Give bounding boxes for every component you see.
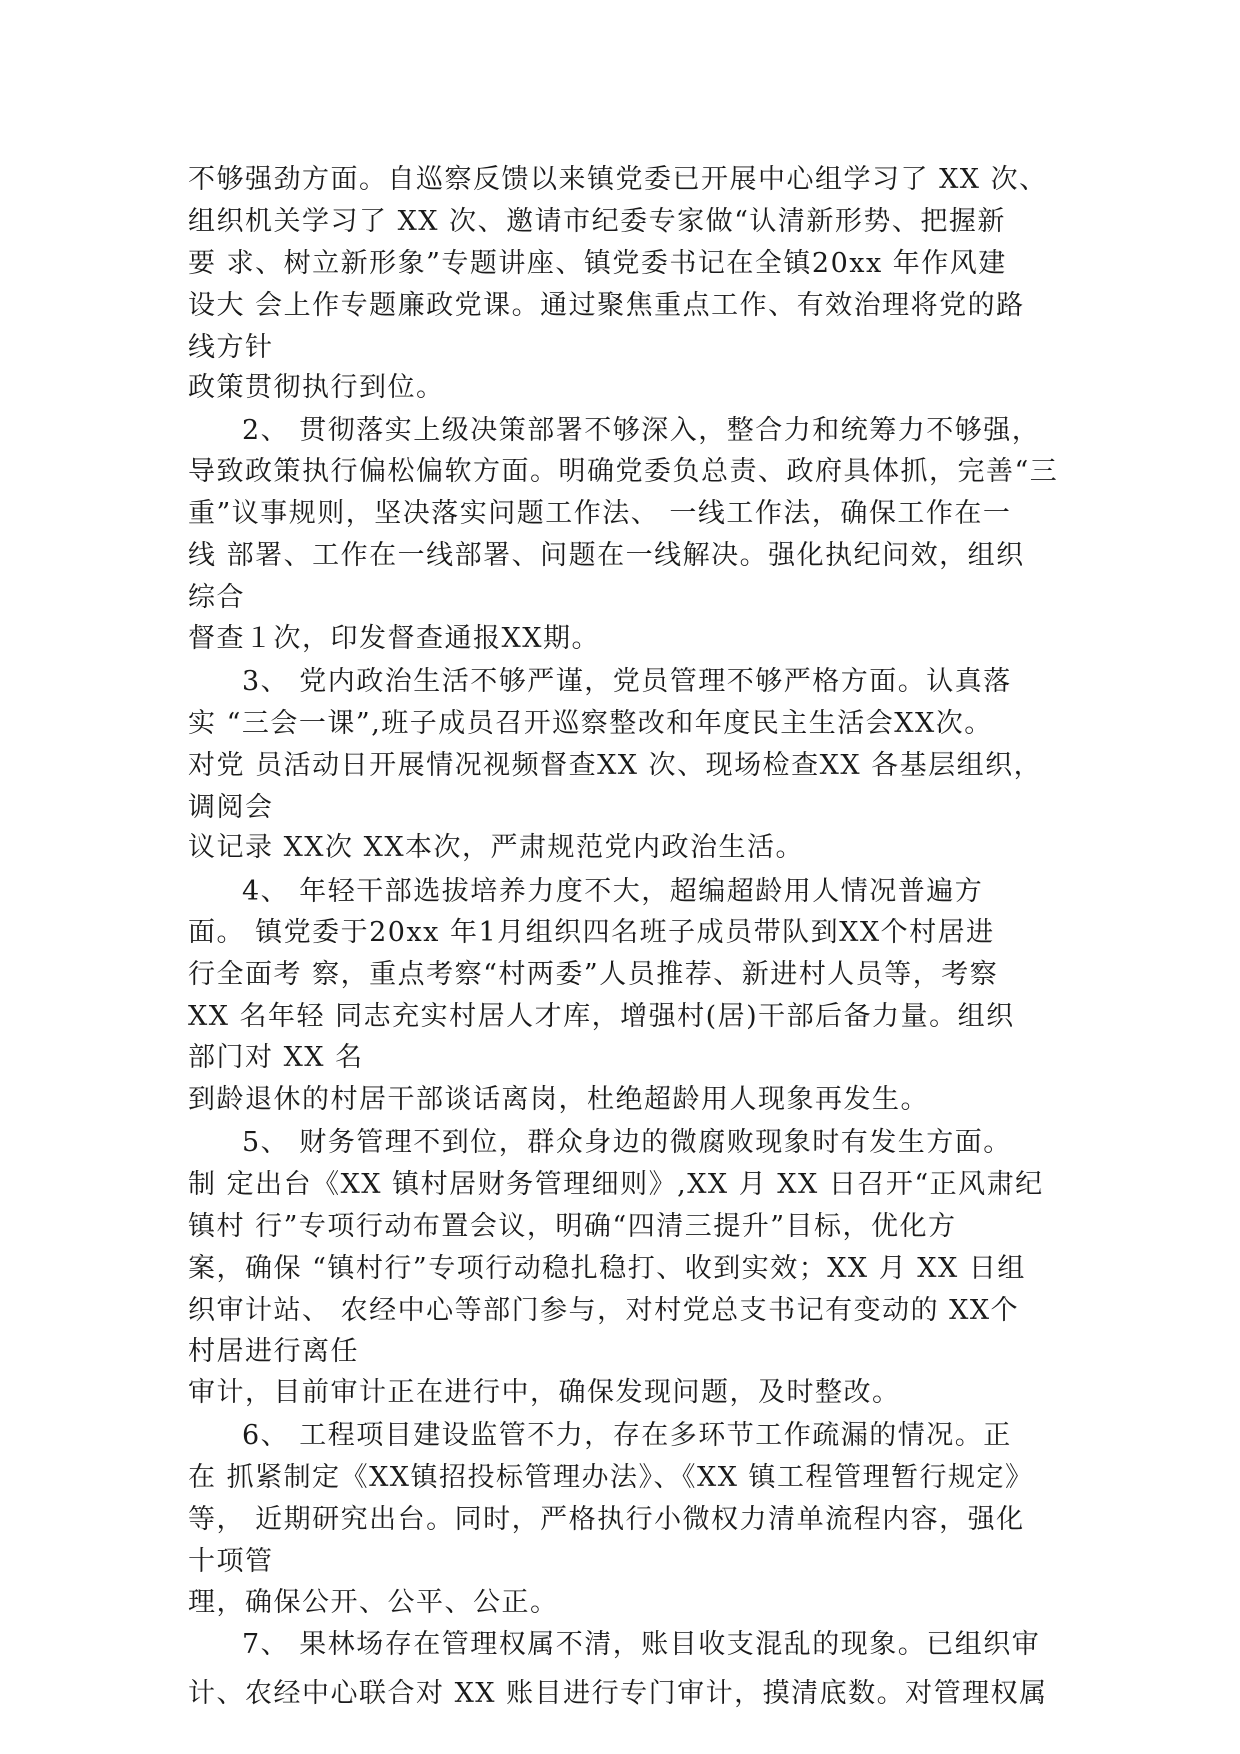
text-line: 等， 近期研究出台。同时，严格执行小微权力清单流程内容，强化 <box>188 1504 1025 1535</box>
text-line: 线方针 <box>188 332 274 363</box>
text-line: 在 抓紧制定《XX镇招投标管理办法》、《XX 镇工程管理暂行规定》 <box>188 1462 1034 1493</box>
text-line: 调阅会 <box>188 792 274 823</box>
text-line: 行全面考 察，重点考察“村两委”人员推荐、新进村人员等，考察 <box>188 959 999 990</box>
text-line: 政策贯彻执行到位。 <box>188 372 445 403</box>
paragraph-heading-5: 5、 财务管理不到位，群众身边的微腐败现象时有发生方面。 <box>242 1127 1012 1158</box>
paragraph-heading-2: 2、 贯彻落实上级决策部署不够深入，整合力和统筹力不够强， <box>242 415 1041 446</box>
text-line: 线 部署、工作在一线部署、问题在一线解决。强化执纪问效，组织 <box>188 540 1025 571</box>
text-line: 部门对 XX 名 <box>188 1042 364 1073</box>
text-line: 议记录 XX次 XX本次，严肃规范党内政治生活。 <box>188 832 805 863</box>
text-line: 审计，目前审计正在进行中，确保发现问题，及时整改。 <box>188 1377 901 1408</box>
text-line: 组织机关学习了 XX 次、邀请市纪委专家做“认清新形势、把握新 <box>188 206 1006 237</box>
text-line: 重”议事规则，坚决落实问题工作法、 一线工作法，确保工作在一 <box>188 498 1012 529</box>
paragraph-heading-6: 6、 工程项目建设监管不力，存在多环节工作疏漏的情况。正 <box>242 1420 1012 1451</box>
text-line: 村居进行离任 <box>188 1336 359 1367</box>
text-line: 导致政策执行偏松偏软方面。明确党委负总责、政府具体抓，完善“三 <box>188 456 1059 487</box>
paragraph-heading-4: 4、 年轻干部选拔培养力度不大，超编超龄用人情况普遍方 <box>242 876 984 907</box>
paragraph-heading-3: 3、 党内政治生活不够严谨，党员管理不够严格方面。认真落 <box>242 666 1012 697</box>
text-line: 要 求、树立新形象”专题讲座、镇党委书记在全镇20xx 年作风建 <box>188 248 1007 279</box>
text-line: 不够强劲方面。自巡察反馈以来镇党委已开展中心组学习了 XX 次、 <box>188 164 1048 195</box>
text-line: 对党 员活动日开展情况视频督查XX 次、现场检查XX 各基层组织， <box>188 750 1043 781</box>
paragraph-heading-7: 7、 果林场存在管理权属不清，账目收支混乱的现象。已组织审 <box>242 1629 1041 1660</box>
text-line: 到龄退休的村居干部谈话离岗，杜绝超龄用人现象再发生。 <box>188 1084 929 1115</box>
text-line: 面。 镇党委于20xx 年1月组织四名班子成员带队到XX个村居进 <box>188 917 995 948</box>
text-line: 织审计站、 农经中心等部门参与，对村党总支书记有变动的 XX个 <box>188 1295 1020 1326</box>
text-line: 督查１次，印发督查通报XX期。 <box>188 623 600 654</box>
text-line: XX 名年轻 同志充实村居人才库，增强村(居)干部后备力量。组织 <box>188 1001 1015 1032</box>
text-line: 计、农经中心联合对 XX 账目进行专门审计，摸清底数。对管理权属 <box>188 1678 1048 1709</box>
text-line: 综合 <box>188 582 245 613</box>
text-line: 制 定出台《XX 镇村居财务管理细则》,XX 月 XX 日召开“正风肃纪 <box>188 1169 1044 1200</box>
text-line: 设大 会上作专题廉政党课。通过聚焦重点工作、有效治理将党的路 <box>188 290 1025 321</box>
text-line: 实 “三会一课”,班子成员召开巡察整改和年度民主生活会XX次。 <box>188 708 993 739</box>
text-line: 十项管 <box>188 1546 274 1577</box>
text-line: 理，确保公开、公平、公正。 <box>188 1587 559 1618</box>
text-line: 案，确保 “镇村行”专项行动稳扎稳打、收到实效；XX 月 XX 日组 <box>188 1253 1026 1284</box>
text-line: 镇村 行”专项行动布置会议，明确“四清三提升”目标，优化方 <box>188 1211 957 1242</box>
